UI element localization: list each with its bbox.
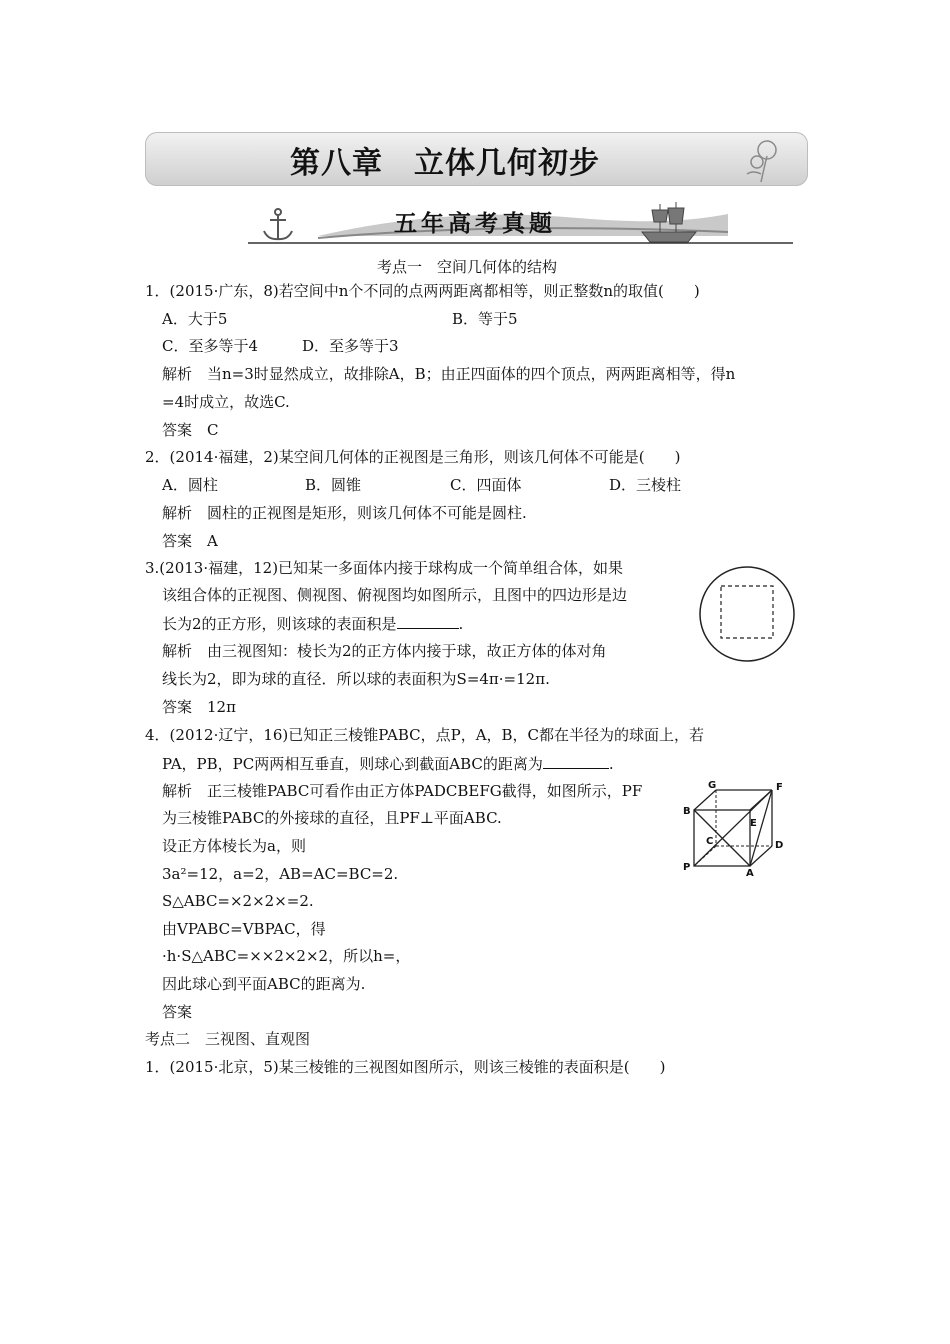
analysis-text: ·h·S△ABC=××2×2×2，所以h=， [162, 947, 411, 965]
option-d: D．三棱柱 [609, 476, 682, 494]
question-stem: 4．(2012·辽宁，16)已知正三棱锥PABC，点P，A，B，C都在半径为的球面上，若 [145, 726, 705, 744]
cube-label: G [708, 780, 717, 791]
sailing-ship-icon [638, 200, 700, 244]
analysis-text: 解析 由三视图知：棱长为2的正方体内接于球，故正方体的体对角 [162, 642, 607, 660]
question-stem: 1．(2015·广东，8)若空间中n个不同的点两两距离都相等，则正整数n的取值( ) [145, 282, 700, 300]
option-c: C．四面体 [450, 476, 522, 494]
question-stem: 长为2的正方形，则该球的表面积是 [162, 615, 397, 633]
answer-text: 答案 A [162, 532, 218, 550]
analysis-text: 解析 正三棱锥PABC可看作由正方体PADCBEFG截得，如图所示，PF [162, 782, 643, 800]
option-a: A．圆柱 [162, 476, 218, 494]
question-stem: 1．(2015·北京，5)某三棱锥的三视图如图所示，则该三棱锥的表面积是( ) [145, 1058, 666, 1076]
analysis-text: =4时成立，故选C. [162, 393, 290, 411]
analysis-text: 设正方体棱长为a，则 [162, 837, 306, 855]
analysis-text: 解析 圆柱的正视图是矩形，则该几何体不可能是圆柱. [162, 504, 527, 522]
cube-label: B [683, 806, 691, 817]
option-d: D．至多等于3 [302, 337, 399, 355]
option-b: B．等于5 [452, 310, 518, 328]
sphere-square-figure [698, 565, 796, 663]
option-c: C．至多等于4 [162, 337, 259, 355]
answer-text: 答案 12π [162, 698, 236, 716]
question-stem-with-blank: 长为2的正方形，则该球的表面积是 . [162, 615, 464, 633]
question-stem-with-blank: PA，PB，PC两两相互垂直，则球心到截面ABC的距离为 . [162, 755, 614, 773]
cube-figure [680, 778, 790, 878]
analysis-text: 因此球心到平面ABC的距离为. [162, 975, 366, 993]
cube-label: E [750, 818, 757, 829]
cube-label: P [683, 862, 691, 873]
topic-heading: 考点一 空间几何体的结构 [377, 258, 558, 276]
analysis-text: 由VPABC=VBPAC，得 [162, 920, 326, 938]
analysis-text: 为三棱锥PABC的外接球的直径，且PF⊥平面ABC. [162, 809, 502, 827]
answer-text: 答案 [162, 1003, 193, 1021]
answer-blank [397, 613, 459, 629]
question-stem: 该组合体的正视图、侧视图、俯视图均如图所示，且图中的四边形是边 [162, 586, 628, 604]
analysis-text: S△ABC=×2×2×=2. [162, 892, 314, 910]
analysis-text: 线长为2，即为球的直径．所以球的表面积为S=4π·=12π. [162, 670, 550, 688]
cube-label: D [775, 840, 784, 851]
analysis-text: 解析 当n=3时显然成立，故排除A，B；由正四面体的四个顶点，两两距离相等，得n [162, 365, 736, 383]
option-a: A．大于5 [162, 310, 228, 328]
section-title: 五年高考真题 [394, 211, 556, 237]
option-b: B．圆锥 [305, 476, 362, 494]
cube-label: F [776, 782, 783, 793]
analysis-text: 3a²=12，a=2，AB=AC=BC=2. [162, 865, 399, 883]
cube-label: C [706, 836, 714, 847]
answer-blank [543, 753, 609, 769]
cube-label: A [746, 868, 754, 878]
anchor-icon [258, 207, 298, 243]
question-stem: PA，PB，PC两两相互垂直，则球心到截面ABC的距离为 [162, 755, 543, 773]
topic-heading: 考点二 三视图、直观图 [145, 1030, 311, 1048]
flower-decoration-icon [735, 134, 790, 186]
chapter-title: 第八章 立体几何初步 [290, 146, 600, 181]
question-stem: 3.(2013·福建，12)已知某一多面体内接于球构成一个简单组合体，如果 [145, 559, 624, 577]
answer-text: 答案 C [162, 421, 219, 439]
question-stem: 2．(2014·福建，2)某空间几何体的正视图是三角形，则该几何体不可能是( ) [145, 448, 681, 466]
